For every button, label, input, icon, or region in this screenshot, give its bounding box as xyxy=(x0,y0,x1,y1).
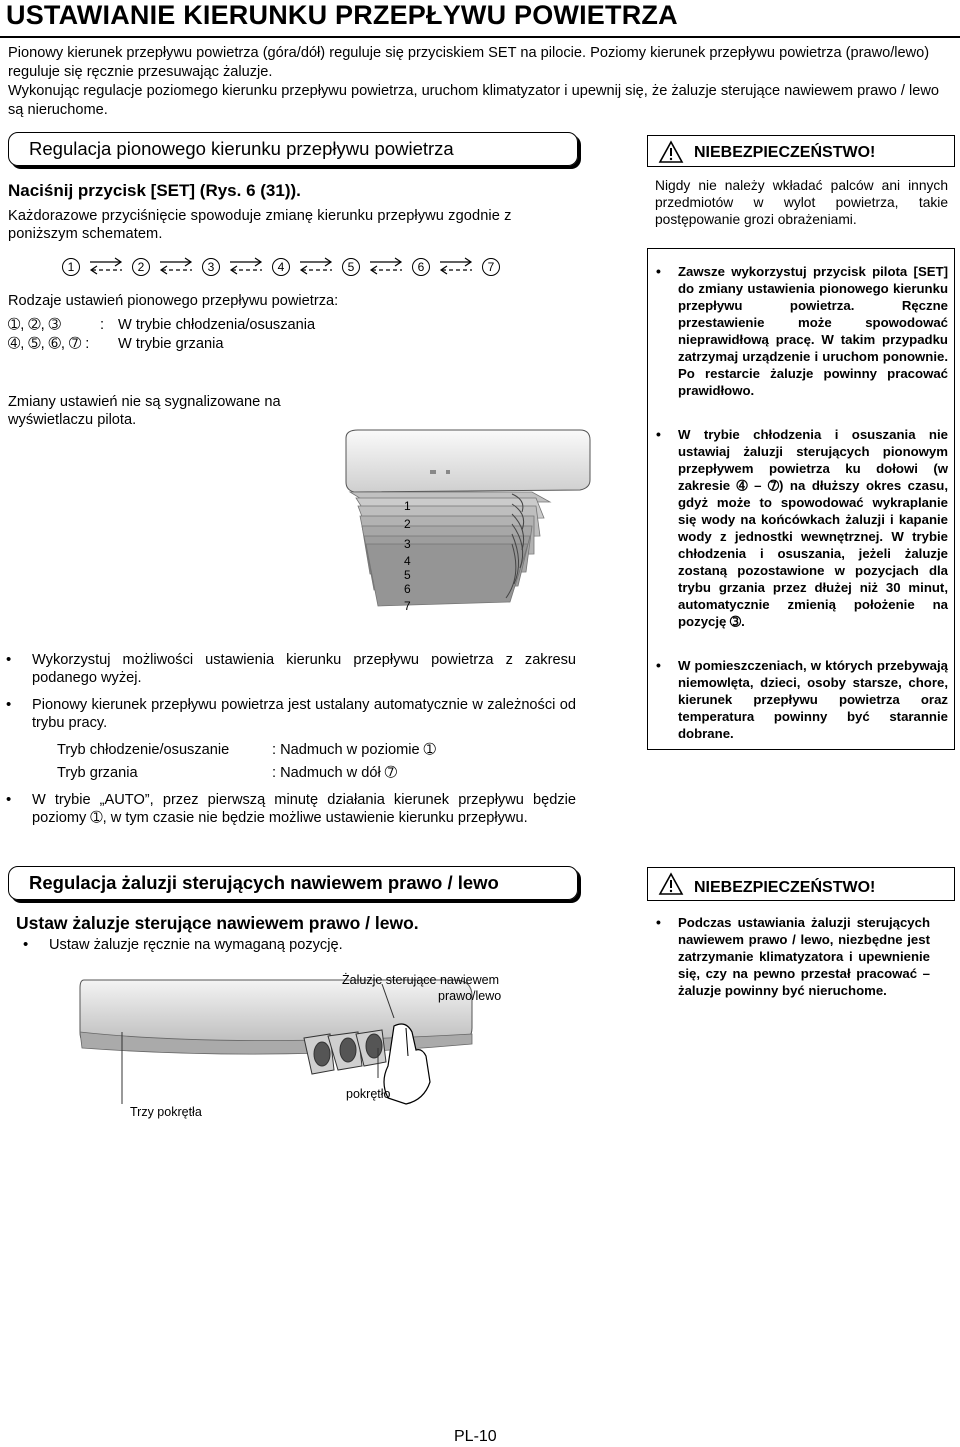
warning-header-box xyxy=(647,135,955,167)
type-cool-sep: : xyxy=(100,317,105,333)
types-title: Rodzaje ustawień pionowego przepływu powietrza: xyxy=(8,293,339,309)
double-arrow-icon xyxy=(430,256,482,278)
page-title: USTAWIANIE KIERUNKU PRZEPŁYWU POWIETRZA xyxy=(6,0,678,30)
bullet-item: • Ustaw żaluzje ręcznie na wymaganą pozycję. xyxy=(49,936,343,954)
warning-text: Nigdy nie należy wkładać palców ani innych przedmiotów w wylot powietrza, takie postępowanie grozi obrażeniami. xyxy=(655,178,948,227)
warning-bullet: • Zawsze wykorzystuj przycisk pilota [SET] do zmiany ustawienia pionowego kierunku przepływu powietrza. Ręczne przestawienie może spowodować nieprawidłową pracę. W takim przypadku zatrzymaj urządzenie i uruchom ponownie. Po restarcie żaluzje powinny pracować prawidłowo. xyxy=(678,263,948,399)
section-title: Regulacja żaluzji sterujących nawiewem prawo / lewo xyxy=(29,872,499,893)
warning-triangle-icon xyxy=(658,872,684,896)
double-arrow-icon xyxy=(360,256,412,278)
louver-label: 7 xyxy=(404,599,411,613)
bullet-item: • Wykorzystuj możliwości ustawienia kierunku przepływu powietrza z zakresu podanego wyżej. xyxy=(32,651,576,687)
figure-label-three-knobs: Trzy pokrętła xyxy=(130,1105,202,1119)
step-title: Ustaw żaluzje sterujące nawiewem prawo / lewo. xyxy=(16,913,419,933)
type-heat-keys: ➃, ➄, ➅, ➆ : xyxy=(8,336,90,352)
figure-label-knob: pokrętło xyxy=(346,1087,391,1101)
louver-label: 1 xyxy=(404,499,411,513)
mode-row-value: : Nadmuch w poziomie ➀ xyxy=(272,742,436,758)
warning-triangle-icon xyxy=(658,140,684,164)
sequence-step: 1 xyxy=(62,258,80,276)
type-cool-keys: ➀, ➁, ➂ xyxy=(8,317,61,333)
figure-label-louvers: Żaluzje sterujące nawiewem xyxy=(342,973,500,987)
warning-bullet: • W pomieszczeniach, w których przebywają niemowlęta, dzieci, osoby starsze, chore, kierunek przepływu powietrza oraz temperatura powinny być starannie dobrane. xyxy=(678,657,948,742)
bullet-item: • Pionowy kierunek przepływu powietrza jest ustalany automatycznie w zależności od trybu pracy. xyxy=(32,696,576,732)
louver-positions-figure xyxy=(336,426,596,622)
sequence-diagram xyxy=(62,256,532,278)
mode-row-label: Tryb grzania xyxy=(57,765,138,781)
intro-paragraph: Pionowy kierunek przepływu powietrza (góra/dół) reguluje się przyciskiem SET na pilocie. Poziomy kierunek przepływu powietrza (prawo/lewo) reguluje się ręcznie przesuwając żaluzje. xyxy=(8,45,930,80)
louver-label: 3 xyxy=(404,537,411,551)
type-cool-label: W trybie chłodzenia/osuszania xyxy=(118,317,316,333)
step-text: Każdorazowe przyciśnięcie spowoduje zmianę kierunku przepływu zgodnie z poniższym schematem. xyxy=(8,208,512,242)
warning-title: NIEBEZPIECZEŃSTWO! xyxy=(694,879,876,896)
warning-title: NIEBEZPIECZEŃSTWO! xyxy=(694,144,876,161)
type-heat-label: W trybie grzania xyxy=(118,336,224,352)
sequence-step: 5 xyxy=(342,258,360,276)
intro-paragraph: Wykonując regulacje poziomego kierunku przepływu powietrza, uruchom klimatyzator i upewnij się, że żaluzje sterujące nawiewem prawo / lewo są nieruchome. xyxy=(8,83,940,118)
page-number: PL-10 xyxy=(454,1428,497,1445)
section-title: Regulacja pionowego kierunku przepływu powietrza xyxy=(29,138,454,159)
sequence-step: 7 xyxy=(482,258,500,276)
warning-header-box xyxy=(647,867,955,901)
bullet-item: • W trybie „AUTO”, przez pierwszą minutę działania kierunek przepływu będzie poziomy ➀, w tym czasie nie będzie możliwe ustawienie kierunku przepływu. xyxy=(32,791,576,827)
sequence-step: 3 xyxy=(202,258,220,276)
sequence-step: 4 xyxy=(272,258,290,276)
section-box-horizontal xyxy=(8,866,578,900)
louver-label: 5 xyxy=(404,568,411,582)
section-box-vertical xyxy=(8,132,578,166)
louver-label: 4 xyxy=(404,554,411,568)
sequence-step: 2 xyxy=(132,258,150,276)
intro xyxy=(8,44,953,120)
no-display-note: Zmiany ustawień nie są sygnalizowane na wyświetlaczu pilota. xyxy=(8,394,281,428)
mode-row-label: Tryb chłodzenie/osuszanie xyxy=(57,742,230,758)
figure-label-louvers: prawo/lewo xyxy=(438,989,502,1003)
warning-list-box xyxy=(647,248,955,750)
mode-row-value: : Nadmuch w dół ➆ xyxy=(272,765,397,781)
louver-knobs-figure xyxy=(76,970,516,1128)
warning-bullet: • Podczas ustawiania żaluzji sterujących nawiewem prawo / lewo, niezbędne jest zatrzymanie klimatyzatora i upewnienie się, czy na pewno przestał pracować – żaluzje powinny być nieruchome. xyxy=(678,914,930,999)
double-arrow-icon xyxy=(150,256,202,278)
double-arrow-icon xyxy=(290,256,342,278)
title-rule xyxy=(0,36,960,38)
double-arrow-icon xyxy=(220,256,272,278)
double-arrow-icon xyxy=(80,256,132,278)
warning-bullet: • W trybie chłodzenia i osuszania nie ustawiaj żaluzji sterujących pionowym przepływem powietrza ku dołowi (w zakresie ➃ – ➆) na dłuższy okres czasu, gdyż może to spowodować wykraplanie się wody na końcówkach żaluzji i kapanie wody z jednostki wewnętrznej. W trybie chłodzenia i osuszania, jeżeli żaluzje zostaną pozostawione w pozycjach dla trybu grzania przez dłużej niż 30 minut, automatycznie zmienią położenie na pozycję ➂. xyxy=(678,426,948,630)
louver-label: 6 xyxy=(404,582,411,596)
step-title: Naciśnij przycisk [SET] (Rys. 6 (31)). xyxy=(8,181,301,200)
sequence-step: 6 xyxy=(412,258,430,276)
louver-label: 2 xyxy=(404,517,411,531)
warning-rule xyxy=(647,166,955,167)
